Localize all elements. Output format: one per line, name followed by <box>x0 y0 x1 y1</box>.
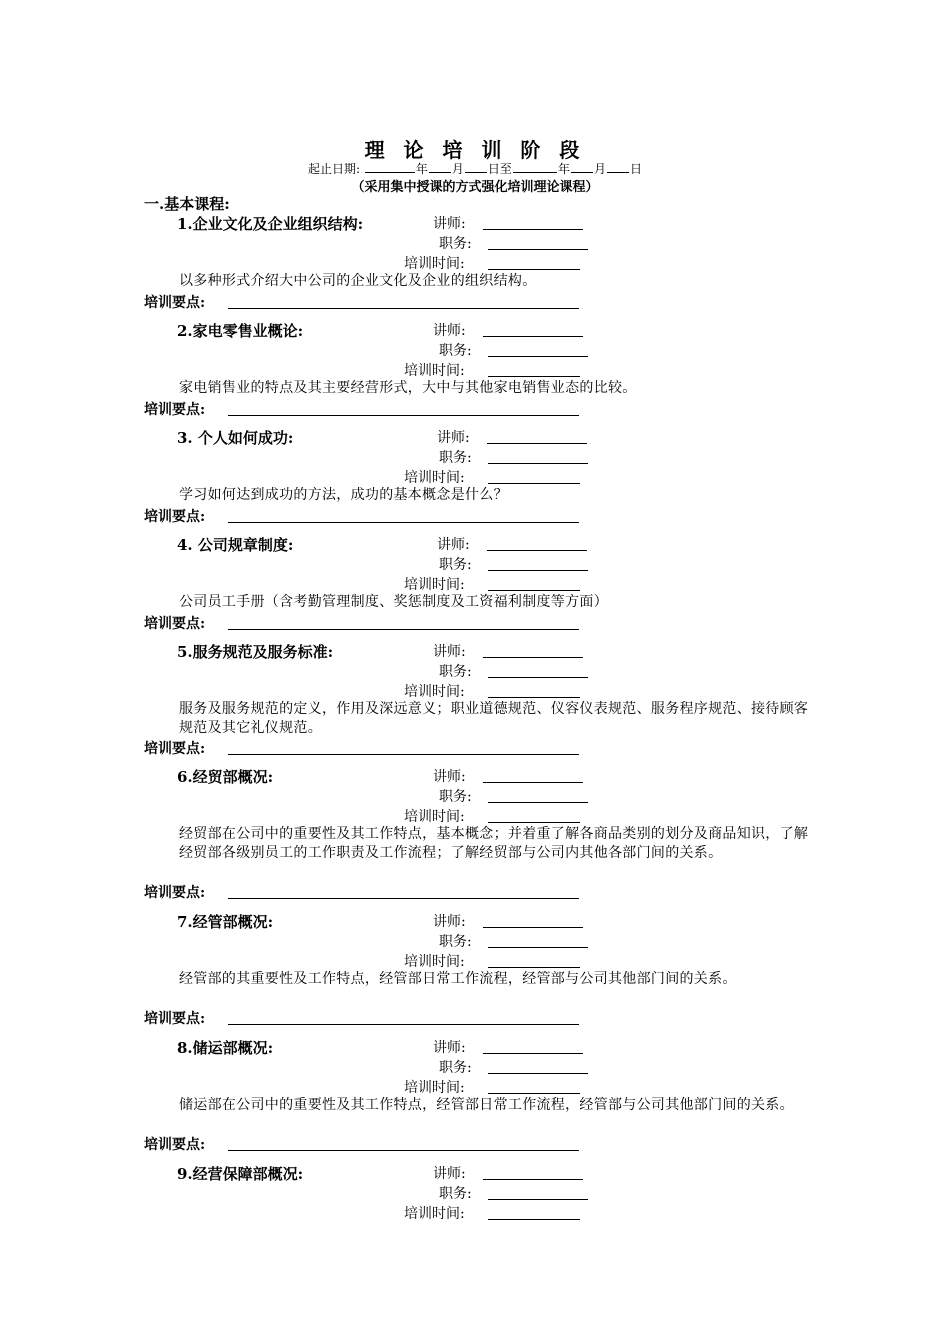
lecturer-field[interactable] <box>483 229 583 230</box>
key-points-label: 培训要点: <box>144 509 206 525</box>
course-description: 以多种形式介绍大中公司的企业文化及企业的组织结构。 <box>179 273 537 289</box>
training-time-label: 培训时间: <box>404 256 465 272</box>
training-time-field[interactable] <box>488 376 580 377</box>
position-field[interactable] <box>488 463 588 464</box>
lecturer-field[interactable] <box>483 927 583 928</box>
lecturer-field[interactable] <box>483 782 583 783</box>
key-points-label: 培训要点: <box>144 741 206 757</box>
key-points-field[interactable] <box>228 898 579 899</box>
lecturer-label: 讲师: <box>433 914 466 930</box>
key-points-field[interactable] <box>228 308 579 309</box>
course-title: 8.储运部概况: <box>177 1039 274 1057</box>
key-points-field[interactable] <box>228 415 579 416</box>
training-time-label: 培训时间: <box>404 577 465 593</box>
lecturer-field[interactable] <box>483 1179 583 1180</box>
training-time-label: 培训时间: <box>404 809 465 825</box>
course-title: 7.经管部概况: <box>177 913 274 931</box>
course-description: 经管部的其重要性及工作特点，经管部日常工作流程，经管部与公司其他部门间的关系。 <box>179 971 737 987</box>
position-label: 职务: <box>439 1060 472 1076</box>
year-blank-1 <box>365 160 415 173</box>
training-time-label: 培训时间: <box>404 363 465 379</box>
page-title: 理 论 培 训 阶 段 <box>364 138 586 162</box>
section-title: 一.基本课程: <box>144 195 230 213</box>
training-time-field[interactable] <box>488 1093 580 1094</box>
training-time-field[interactable] <box>488 1219 580 1220</box>
lecturer-label: 讲师: <box>433 323 466 339</box>
year-blank-2 <box>513 160 557 173</box>
course-title: 4. 公司规章制度: <box>177 536 294 554</box>
training-time-field[interactable] <box>488 483 580 484</box>
position-label: 职务: <box>439 664 472 680</box>
lecturer-field[interactable] <box>487 550 587 551</box>
course-title: 3. 个人如何成功: <box>177 429 294 447</box>
lecturer-label: 讲师: <box>433 644 466 660</box>
position-field[interactable] <box>488 802 588 803</box>
training-time-label: 培训时间: <box>404 470 465 486</box>
month-label-1: 月 <box>451 162 464 176</box>
course-title: 5.服务规范及服务标准: <box>177 643 334 661</box>
lecturer-field[interactable] <box>483 657 583 658</box>
year-label-1: 年 <box>415 162 428 176</box>
position-field[interactable] <box>488 1073 588 1074</box>
key-points-label: 培训要点: <box>144 1011 206 1027</box>
training-time-label: 培训时间: <box>404 684 465 700</box>
lecturer-field[interactable] <box>487 443 587 444</box>
training-time-field[interactable] <box>488 822 580 823</box>
date-start-label: 起止日期: <box>308 162 361 176</box>
key-points-field[interactable] <box>228 1024 579 1025</box>
key-points-label: 培训要点: <box>144 885 206 901</box>
note-line: （采用集中授课的方式强化培训理论课程） <box>351 180 599 195</box>
key-points-field[interactable] <box>228 629 579 630</box>
month-blank-1 <box>429 160 451 173</box>
lecturer-label: 讲师: <box>437 430 470 446</box>
lecturer-label: 讲师: <box>433 1040 466 1056</box>
training-time-field[interactable] <box>488 967 580 968</box>
position-label: 职务: <box>439 1186 472 1202</box>
month-label-2: 月 <box>593 162 606 176</box>
date-range-line <box>0 160 950 177</box>
position-label: 职务: <box>439 934 472 950</box>
course-description: 学习如何达到成功的方法，成功的基本概念是什么？ <box>179 487 508 503</box>
key-points-label: 培训要点: <box>144 616 206 632</box>
day-label-1: 日至 <box>487 162 512 176</box>
position-label: 职务: <box>439 236 472 252</box>
position-field[interactable] <box>488 947 588 948</box>
training-time-label: 培训时间: <box>404 954 465 970</box>
position-field[interactable] <box>488 677 588 678</box>
lecturer-label: 讲师: <box>433 1166 466 1182</box>
training-time-field[interactable] <box>488 697 580 698</box>
course-description: 家电销售业的特点及其主要经营形式，大中与其他家电销售业态的比较。 <box>179 380 637 396</box>
year-label-2: 年 <box>557 162 570 176</box>
key-points-field[interactable] <box>228 754 579 755</box>
course-title: 2.家电零售业概论: <box>177 322 304 340</box>
month-blank-2 <box>571 160 593 173</box>
key-points-label: 培训要点: <box>144 1137 206 1153</box>
day-blank-1 <box>465 160 487 173</box>
position-field[interactable] <box>488 249 588 250</box>
course-description: 储运部在公司中的重要性及其工作特点，经管部日常工作流程，经管部与公司其他部门间的关系。 <box>179 1097 794 1113</box>
training-time-field[interactable] <box>488 590 580 591</box>
position-field[interactable] <box>488 356 588 357</box>
lecturer-field[interactable] <box>483 336 583 337</box>
day-blank-2 <box>607 160 629 173</box>
training-time-label: 培训时间: <box>404 1206 465 1222</box>
course-title: 9.经营保障部概况: <box>177 1165 304 1183</box>
course-title: 6.经贸部概况: <box>177 768 274 786</box>
course-description: 服务及服务规范的定义，作用及深远意义；职业道德规范、仪容仪表规范、服务程序规范、接待顾客规范及其它礼仪规范。 <box>179 701 809 736</box>
key-points-field[interactable] <box>228 522 579 523</box>
key-points-label: 培训要点: <box>144 402 206 418</box>
position-label: 职务: <box>439 789 472 805</box>
lecturer-label: 讲师: <box>433 769 466 785</box>
position-field[interactable] <box>488 570 588 571</box>
key-points-field[interactable] <box>228 1150 579 1151</box>
position-field[interactable] <box>488 1199 588 1200</box>
training-time-label: 培训时间: <box>404 1080 465 1096</box>
position-label: 职务: <box>439 343 472 359</box>
key-points-label: 培训要点: <box>144 295 206 311</box>
course-title: 1.企业文化及企业组织结构: <box>177 215 364 233</box>
lecturer-label: 讲师: <box>433 216 466 232</box>
course-description: 经贸部在公司中的重要性及其工作特点，基本概念；并着重了解各商品类别的划分及商品知识，了解经贸部各级别员工的工作职责及工作流程；了解经贸部与公司内其他各部门间的关系。 <box>179 826 809 861</box>
course-description: 公司员工手册（含考勤管理制度、奖惩制度及工资福利制度等方面） <box>179 594 608 610</box>
lecturer-label: 讲师: <box>437 537 470 553</box>
training-time-field[interactable] <box>488 269 580 270</box>
day-label-2: 日 <box>629 162 642 176</box>
lecturer-field[interactable] <box>483 1053 583 1054</box>
position-label: 职务: <box>439 557 472 573</box>
position-label: 职务: <box>439 450 472 466</box>
